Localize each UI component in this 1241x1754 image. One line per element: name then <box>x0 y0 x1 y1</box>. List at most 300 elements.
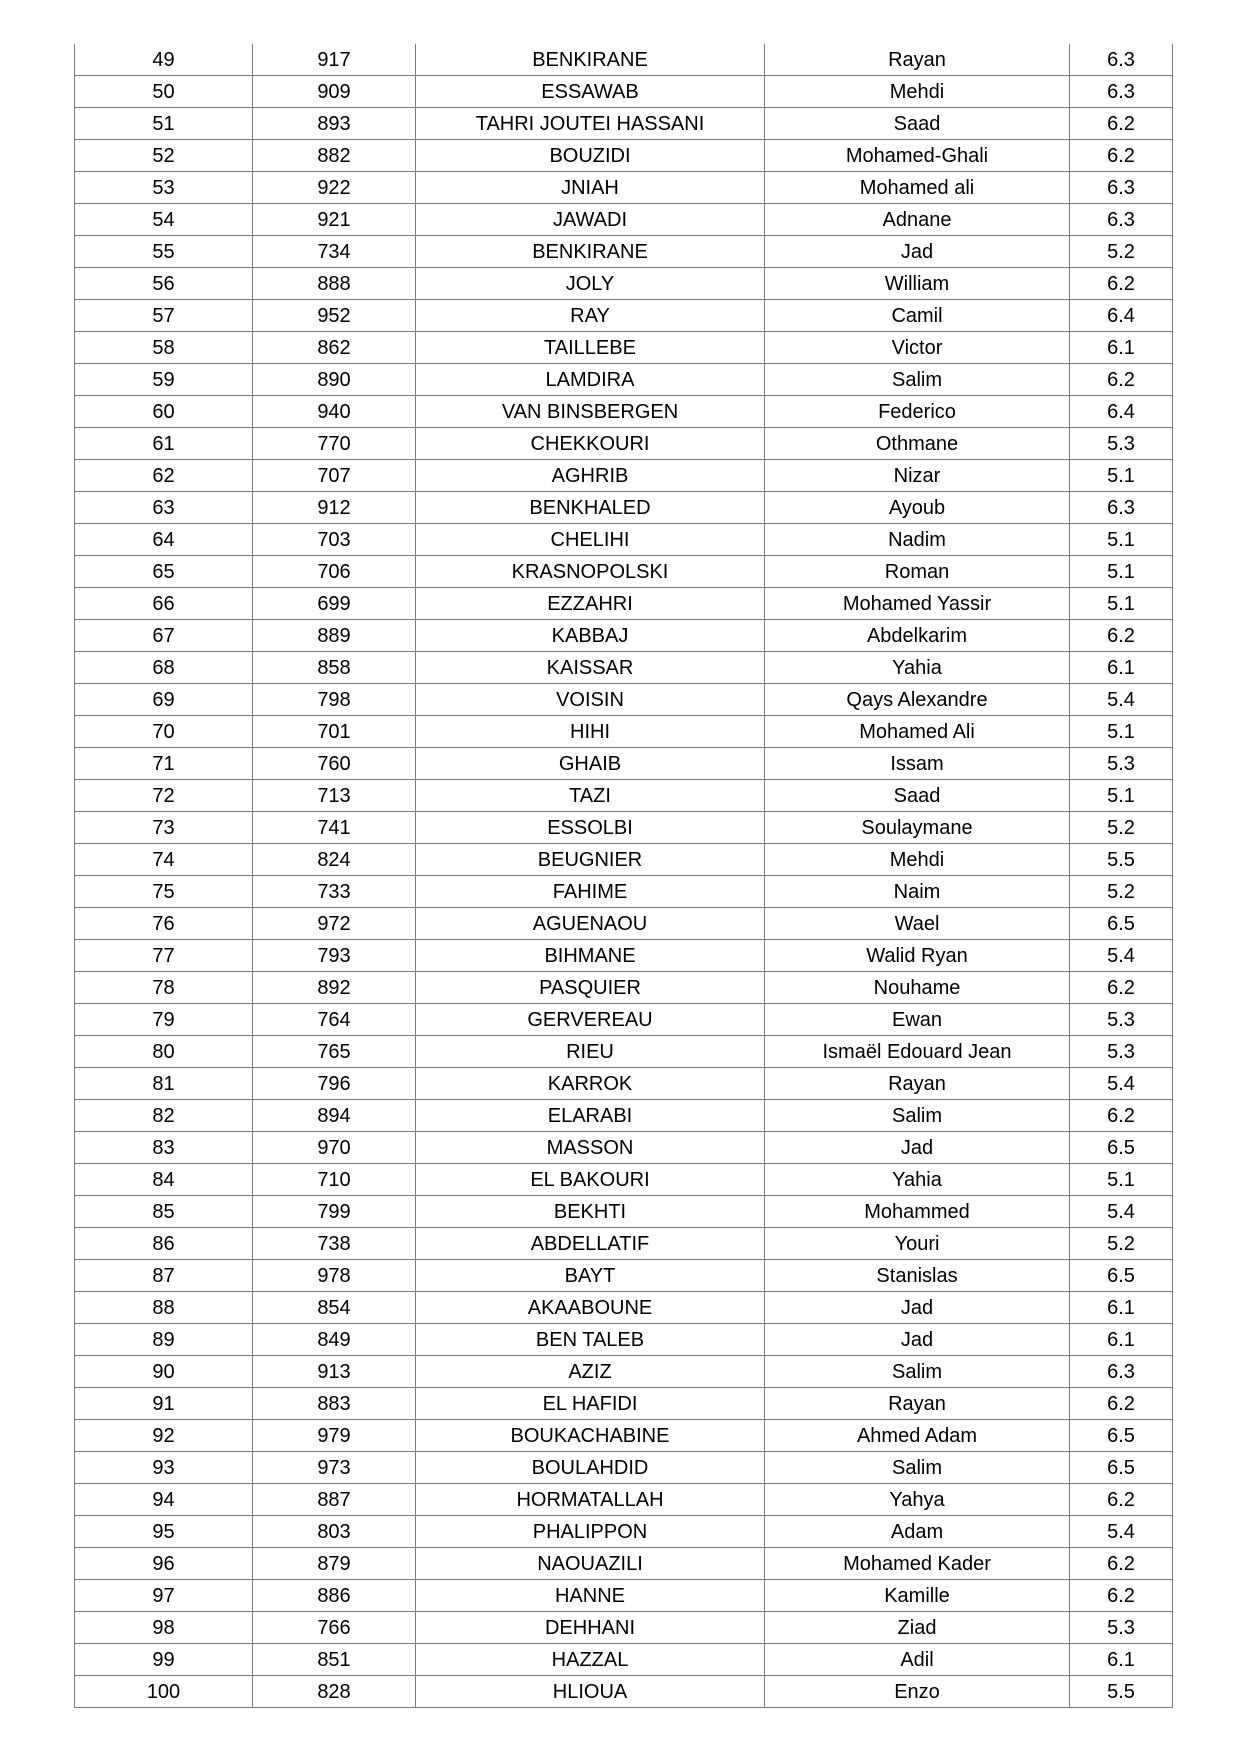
id-cell: 970 <box>253 1132 416 1164</box>
id-cell: 909 <box>253 76 416 108</box>
score-cell: 5.4 <box>1070 684 1173 716</box>
table-row <box>75 1484 1173 1516</box>
score-cell: 5.3 <box>1070 428 1173 460</box>
last-name-cell: RAY <box>416 300 765 332</box>
first-name-cell: Ismaël Edouard Jean <box>765 1036 1070 1068</box>
id-cell: 887 <box>253 1484 416 1516</box>
id-cell: 707 <box>253 460 416 492</box>
last-name-cell: BENKHALED <box>416 492 765 524</box>
last-name-cell: VOISIN <box>416 684 765 716</box>
table-row <box>75 268 1173 300</box>
table-row <box>75 1516 1173 1548</box>
id-cell: 764 <box>253 1004 416 1036</box>
table-row <box>75 460 1173 492</box>
rank-cell: 90 <box>75 1356 253 1388</box>
id-cell: 973 <box>253 1452 416 1484</box>
rank-cell: 99 <box>75 1644 253 1676</box>
first-name-cell: Mohammed <box>765 1196 1070 1228</box>
id-cell: 913 <box>253 1356 416 1388</box>
score-cell: 5.4 <box>1070 1068 1173 1100</box>
score-cell: 5.1 <box>1070 716 1173 748</box>
table-row <box>75 1644 1173 1676</box>
table-row <box>75 972 1173 1004</box>
first-name-cell: Nadim <box>765 524 1070 556</box>
rank-cell: 93 <box>75 1452 253 1484</box>
score-cell: 6.2 <box>1070 364 1173 396</box>
last-name-cell: BEKHTI <box>416 1196 765 1228</box>
rank-cell: 92 <box>75 1420 253 1452</box>
first-name-cell: Stanislas <box>765 1260 1070 1292</box>
last-name-cell: KAISSAR <box>416 652 765 684</box>
rank-cell: 73 <box>75 812 253 844</box>
score-cell: 5.3 <box>1070 1612 1173 1644</box>
rank-cell: 60 <box>75 396 253 428</box>
table-row <box>75 1580 1173 1612</box>
id-cell: 921 <box>253 204 416 236</box>
id-cell: 766 <box>253 1612 416 1644</box>
table-row <box>75 524 1173 556</box>
last-name-cell: RIEU <box>416 1036 765 1068</box>
rank-cell: 51 <box>75 108 253 140</box>
score-cell: 5.3 <box>1070 1036 1173 1068</box>
score-cell: 6.1 <box>1070 332 1173 364</box>
table-row <box>75 1132 1173 1164</box>
table-row <box>75 1292 1173 1324</box>
score-cell: 6.1 <box>1070 1324 1173 1356</box>
last-name-cell: KRASNOPOLSKI <box>416 556 765 588</box>
id-cell: 892 <box>253 972 416 1004</box>
score-cell: 6.3 <box>1070 76 1173 108</box>
id-cell: 699 <box>253 588 416 620</box>
table-row <box>75 1324 1173 1356</box>
table-row <box>75 172 1173 204</box>
last-name-cell: BIHMANE <box>416 940 765 972</box>
score-cell: 6.2 <box>1070 1388 1173 1420</box>
rank-cell: 54 <box>75 204 253 236</box>
last-name-cell: ELARABI <box>416 1100 765 1132</box>
score-cell: 6.2 <box>1070 620 1173 652</box>
table-row <box>75 492 1173 524</box>
first-name-cell: Walid Ryan <box>765 940 1070 972</box>
id-cell: 760 <box>253 748 416 780</box>
table-row <box>75 748 1173 780</box>
score-cell: 5.2 <box>1070 812 1173 844</box>
id-cell: 799 <box>253 1196 416 1228</box>
id-cell: 886 <box>253 1580 416 1612</box>
score-cell: 5.4 <box>1070 1196 1173 1228</box>
rank-cell: 76 <box>75 908 253 940</box>
rank-cell: 91 <box>75 1388 253 1420</box>
table-row <box>75 620 1173 652</box>
first-name-cell: Othmane <box>765 428 1070 460</box>
score-cell: 6.2 <box>1070 268 1173 300</box>
table-row <box>75 1356 1173 1388</box>
first-name-cell: Rayan <box>765 1388 1070 1420</box>
results-table-body <box>75 44 1173 1708</box>
rank-cell: 56 <box>75 268 253 300</box>
first-name-cell: Jad <box>765 1292 1070 1324</box>
table-row <box>75 716 1173 748</box>
score-cell: 5.1 <box>1070 780 1173 812</box>
rank-cell: 65 <box>75 556 253 588</box>
id-cell: 713 <box>253 780 416 812</box>
score-cell: 6.4 <box>1070 300 1173 332</box>
table-row <box>75 1164 1173 1196</box>
score-cell: 6.3 <box>1070 44 1173 76</box>
rank-cell: 79 <box>75 1004 253 1036</box>
first-name-cell: Enzo <box>765 1676 1070 1708</box>
first-name-cell: Ahmed Adam <box>765 1420 1070 1452</box>
table-row <box>75 1612 1173 1644</box>
score-cell: 6.3 <box>1070 492 1173 524</box>
id-cell: 824 <box>253 844 416 876</box>
rank-cell: 85 <box>75 1196 253 1228</box>
score-cell: 5.1 <box>1070 588 1173 620</box>
first-name-cell: Mohamed Kader <box>765 1548 1070 1580</box>
id-cell: 888 <box>253 268 416 300</box>
rank-cell: 63 <box>75 492 253 524</box>
last-name-cell: AGUENAOU <box>416 908 765 940</box>
first-name-cell: Issam <box>765 748 1070 780</box>
rank-cell: 82 <box>75 1100 253 1132</box>
score-cell: 5.1 <box>1070 460 1173 492</box>
id-cell: 978 <box>253 1260 416 1292</box>
first-name-cell: Naim <box>765 876 1070 908</box>
last-name-cell: BOUKACHABINE <box>416 1420 765 1452</box>
score-cell: 6.2 <box>1070 1580 1173 1612</box>
rank-cell: 88 <box>75 1292 253 1324</box>
rank-cell: 83 <box>75 1132 253 1164</box>
last-name-cell: VAN BINSBERGEN <box>416 396 765 428</box>
score-cell: 6.5 <box>1070 908 1173 940</box>
table-row <box>75 1388 1173 1420</box>
last-name-cell: BOUZIDI <box>416 140 765 172</box>
id-cell: 738 <box>253 1228 416 1260</box>
table-row <box>75 588 1173 620</box>
rank-cell: 74 <box>75 844 253 876</box>
first-name-cell: Camil <box>765 300 1070 332</box>
last-name-cell: KARROK <box>416 1068 765 1100</box>
table-row <box>75 1452 1173 1484</box>
id-cell: 798 <box>253 684 416 716</box>
last-name-cell: HORMATALLAH <box>416 1484 765 1516</box>
last-name-cell: EL HAFIDI <box>416 1388 765 1420</box>
id-cell: 858 <box>253 652 416 684</box>
last-name-cell: HIHI <box>416 716 765 748</box>
last-name-cell: PHALIPPON <box>416 1516 765 1548</box>
rank-cell: 58 <box>75 332 253 364</box>
rank-cell: 86 <box>75 1228 253 1260</box>
first-name-cell: Wael <box>765 908 1070 940</box>
rank-cell: 89 <box>75 1324 253 1356</box>
score-cell: 6.2 <box>1070 108 1173 140</box>
table-row <box>75 140 1173 172</box>
id-cell: 854 <box>253 1292 416 1324</box>
rank-cell: 71 <box>75 748 253 780</box>
rank-cell: 52 <box>75 140 253 172</box>
score-cell: 6.1 <box>1070 1292 1173 1324</box>
id-cell: 917 <box>253 44 416 76</box>
id-cell: 765 <box>253 1036 416 1068</box>
score-cell: 5.4 <box>1070 940 1173 972</box>
id-cell: 770 <box>253 428 416 460</box>
table-row <box>75 236 1173 268</box>
rank-cell: 64 <box>75 524 253 556</box>
rank-cell: 55 <box>75 236 253 268</box>
id-cell: 703 <box>253 524 416 556</box>
first-name-cell: Nizar <box>765 460 1070 492</box>
id-cell: 952 <box>253 300 416 332</box>
score-cell: 5.1 <box>1070 556 1173 588</box>
table-row <box>75 876 1173 908</box>
score-cell: 5.2 <box>1070 236 1173 268</box>
table-row <box>75 652 1173 684</box>
table-row <box>75 1100 1173 1132</box>
id-cell: 883 <box>253 1388 416 1420</box>
id-cell: 862 <box>253 332 416 364</box>
score-cell: 6.1 <box>1070 652 1173 684</box>
score-cell: 5.1 <box>1070 1164 1173 1196</box>
score-cell: 6.2 <box>1070 1100 1173 1132</box>
last-name-cell: ABDELLATIF <box>416 1228 765 1260</box>
last-name-cell: TAILLEBE <box>416 332 765 364</box>
rank-cell: 95 <box>75 1516 253 1548</box>
last-name-cell: EZZAHRI <box>416 588 765 620</box>
last-name-cell: ESSOLBI <box>416 812 765 844</box>
id-cell: 890 <box>253 364 416 396</box>
id-cell: 879 <box>253 1548 416 1580</box>
last-name-cell: BOULAHDID <box>416 1452 765 1484</box>
first-name-cell: Mehdi <box>765 76 1070 108</box>
first-name-cell: Victor <box>765 332 1070 364</box>
first-name-cell: Jad <box>765 1324 1070 1356</box>
first-name-cell: Mohamed Yassir <box>765 588 1070 620</box>
id-cell: 912 <box>253 492 416 524</box>
rank-cell: 98 <box>75 1612 253 1644</box>
last-name-cell: ESSAWAB <box>416 76 765 108</box>
rank-cell: 61 <box>75 428 253 460</box>
score-cell: 6.2 <box>1070 972 1173 1004</box>
last-name-cell: TAHRI JOUTEI HASSANI <box>416 108 765 140</box>
last-name-cell: CHEKKOURI <box>416 428 765 460</box>
first-name-cell: Nouhame <box>765 972 1070 1004</box>
first-name-cell: Ayoub <box>765 492 1070 524</box>
first-name-cell: Roman <box>765 556 1070 588</box>
score-cell: 6.3 <box>1070 172 1173 204</box>
id-cell: 849 <box>253 1324 416 1356</box>
first-name-cell: Salim <box>765 1452 1070 1484</box>
first-name-cell: Kamille <box>765 1580 1070 1612</box>
last-name-cell: AZIZ <box>416 1356 765 1388</box>
table-row <box>75 908 1173 940</box>
score-cell: 6.2 <box>1070 140 1173 172</box>
last-name-cell: KABBAJ <box>416 620 765 652</box>
score-cell: 6.5 <box>1070 1420 1173 1452</box>
first-name-cell: Federico <box>765 396 1070 428</box>
rank-cell: 66 <box>75 588 253 620</box>
rank-cell: 69 <box>75 684 253 716</box>
table-row <box>75 1196 1173 1228</box>
rank-cell: 77 <box>75 940 253 972</box>
id-cell: 710 <box>253 1164 416 1196</box>
first-name-cell: Adnane <box>765 204 1070 236</box>
table-row <box>75 812 1173 844</box>
score-cell: 6.1 <box>1070 1644 1173 1676</box>
id-cell: 979 <box>253 1420 416 1452</box>
table-row <box>75 1228 1173 1260</box>
id-cell: 882 <box>253 140 416 172</box>
rank-cell: 75 <box>75 876 253 908</box>
table-row <box>75 300 1173 332</box>
first-name-cell: Adil <box>765 1644 1070 1676</box>
id-cell: 793 <box>253 940 416 972</box>
table-row <box>75 1548 1173 1580</box>
table-row <box>75 76 1173 108</box>
id-cell: 851 <box>253 1644 416 1676</box>
last-name-cell: CHELIHI <box>416 524 765 556</box>
table-row <box>75 1036 1173 1068</box>
rank-cell: 97 <box>75 1580 253 1612</box>
table-row <box>75 684 1173 716</box>
table-row <box>75 1260 1173 1292</box>
first-name-cell: Yahya <box>765 1484 1070 1516</box>
results-table <box>74 44 1173 1708</box>
score-cell: 6.3 <box>1070 204 1173 236</box>
first-name-cell: Ewan <box>765 1004 1070 1036</box>
id-cell: 972 <box>253 908 416 940</box>
last-name-cell: NAOUAZILI <box>416 1548 765 1580</box>
first-name-cell: Abdelkarim <box>765 620 1070 652</box>
last-name-cell: EL BAKOURI <box>416 1164 765 1196</box>
first-name-cell: Rayan <box>765 1068 1070 1100</box>
last-name-cell: LAMDIRA <box>416 364 765 396</box>
table-row <box>75 428 1173 460</box>
table-row <box>75 204 1173 236</box>
table-row <box>75 364 1173 396</box>
id-cell: 889 <box>253 620 416 652</box>
score-cell: 6.3 <box>1070 1356 1173 1388</box>
first-name-cell: Yahia <box>765 1164 1070 1196</box>
rank-cell: 67 <box>75 620 253 652</box>
first-name-cell: Adam <box>765 1516 1070 1548</box>
rank-cell: 70 <box>75 716 253 748</box>
id-cell: 940 <box>253 396 416 428</box>
score-cell: 6.2 <box>1070 1548 1173 1580</box>
rank-cell: 94 <box>75 1484 253 1516</box>
last-name-cell: HANNE <box>416 1580 765 1612</box>
last-name-cell: DEHHANI <box>416 1612 765 1644</box>
rank-cell: 72 <box>75 780 253 812</box>
last-name-cell: HAZZAL <box>416 1644 765 1676</box>
last-name-cell: GHAIB <box>416 748 765 780</box>
first-name-cell: Salim <box>765 1100 1070 1132</box>
first-name-cell: Saad <box>765 780 1070 812</box>
rank-cell: 78 <box>75 972 253 1004</box>
last-name-cell: FAHIME <box>416 876 765 908</box>
first-name-cell: Yahia <box>765 652 1070 684</box>
id-cell: 796 <box>253 1068 416 1100</box>
score-cell: 6.4 <box>1070 396 1173 428</box>
last-name-cell: JOLY <box>416 268 765 300</box>
table-row <box>75 396 1173 428</box>
score-cell: 5.2 <box>1070 1228 1173 1260</box>
last-name-cell: MASSON <box>416 1132 765 1164</box>
last-name-cell: BEN TALEB <box>416 1324 765 1356</box>
rank-cell: 57 <box>75 300 253 332</box>
score-cell: 6.5 <box>1070 1452 1173 1484</box>
last-name-cell: PASQUIER <box>416 972 765 1004</box>
rank-cell: 84 <box>75 1164 253 1196</box>
last-name-cell: GERVEREAU <box>416 1004 765 1036</box>
last-name-cell: TAZI <box>416 780 765 812</box>
rank-cell: 81 <box>75 1068 253 1100</box>
rank-cell: 100 <box>75 1676 253 1708</box>
score-cell: 5.3 <box>1070 1004 1173 1036</box>
first-name-cell: Mohamed-Ghali <box>765 140 1070 172</box>
score-cell: 5.2 <box>1070 876 1173 908</box>
table-row <box>75 1004 1173 1036</box>
id-cell: 733 <box>253 876 416 908</box>
first-name-cell: William <box>765 268 1070 300</box>
first-name-cell: Ziad <box>765 1612 1070 1644</box>
id-cell: 894 <box>253 1100 416 1132</box>
score-cell: 5.1 <box>1070 524 1173 556</box>
last-name-cell: BENKIRANE <box>416 236 765 268</box>
table-row <box>75 1676 1173 1708</box>
rank-cell: 59 <box>75 364 253 396</box>
table-row <box>75 44 1173 76</box>
last-name-cell: JAWADI <box>416 204 765 236</box>
rank-cell: 87 <box>75 1260 253 1292</box>
last-name-cell: BEUGNIER <box>416 844 765 876</box>
id-cell: 741 <box>253 812 416 844</box>
first-name-cell: Youri <box>765 1228 1070 1260</box>
last-name-cell: AKAABOUNE <box>416 1292 765 1324</box>
first-name-cell: Jad <box>765 236 1070 268</box>
rank-cell: 96 <box>75 1548 253 1580</box>
id-cell: 893 <box>253 108 416 140</box>
score-cell: 6.5 <box>1070 1132 1173 1164</box>
table-row <box>75 1420 1173 1452</box>
results-table-container <box>74 44 1173 1708</box>
rank-cell: 53 <box>75 172 253 204</box>
first-name-cell: Salim <box>765 364 1070 396</box>
rank-cell: 50 <box>75 76 253 108</box>
rank-cell: 62 <box>75 460 253 492</box>
score-cell: 6.2 <box>1070 1484 1173 1516</box>
rank-cell: 80 <box>75 1036 253 1068</box>
score-cell: 5.5 <box>1070 844 1173 876</box>
score-cell: 5.4 <box>1070 1516 1173 1548</box>
score-cell: 6.5 <box>1070 1260 1173 1292</box>
score-cell: 5.3 <box>1070 748 1173 780</box>
id-cell: 803 <box>253 1516 416 1548</box>
id-cell: 734 <box>253 236 416 268</box>
first-name-cell: Mehdi <box>765 844 1070 876</box>
first-name-cell: Soulaymane <box>765 812 1070 844</box>
table-row <box>75 556 1173 588</box>
id-cell: 706 <box>253 556 416 588</box>
table-row <box>75 940 1173 972</box>
first-name-cell: Salim <box>765 1356 1070 1388</box>
id-cell: 922 <box>253 172 416 204</box>
first-name-cell: Mohamed ali <box>765 172 1070 204</box>
table-row <box>75 780 1173 812</box>
last-name-cell: BAYT <box>416 1260 765 1292</box>
id-cell: 701 <box>253 716 416 748</box>
table-row <box>75 108 1173 140</box>
table-row <box>75 1068 1173 1100</box>
